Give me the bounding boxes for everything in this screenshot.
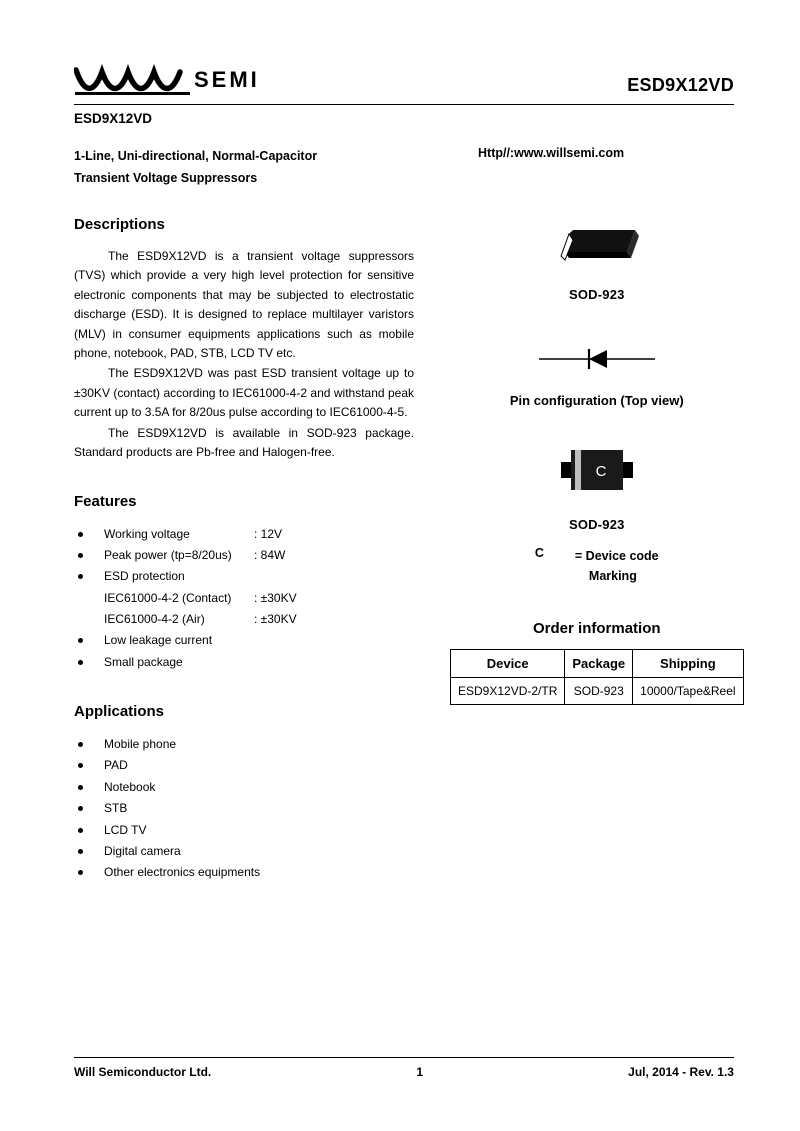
list-item [74,798,414,819]
list-item [74,820,414,841]
order-information-heading: Order information [533,620,661,637]
application-label: STB [104,801,128,816]
feature-value: : 12V [254,526,283,541]
application-label: LCD TV [104,822,147,837]
list-item [74,755,414,776]
column-header-device: Device [451,650,565,678]
bullet-icon [78,763,83,768]
cell-device: ESD9X12VD-2/TR [451,678,565,705]
footer-page-number: 1 [416,1065,424,1079]
descriptions-paragraph-3: The ESD9X12VD is available in SOD-923 package. Standard products are Pb-free and Halogen-free. [74,425,414,460]
footer-revision: Jul, 2014 - Rev. 1.3 [628,1065,734,1079]
application-label: Notebook [104,779,156,794]
left-column [74,146,414,884]
pin-configuration-block [450,346,744,408]
bullet-icon [78,574,83,579]
footer-divider [74,1057,734,1058]
list-item [74,862,414,883]
features-heading: Features [74,492,137,510]
esd-sub-name: IEC61000-4-2 (Contact) [104,590,232,605]
marking-legend [450,546,744,586]
cell-shipping: 10000/Tape&Reel [633,678,743,705]
package-caption: SOD-923 [568,287,625,302]
bullet-icon [78,828,83,833]
marking-legend-line-1: = Device code [574,549,659,563]
list-item [74,734,414,755]
application-label: Digital camera [104,843,181,858]
bullet-icon [78,532,83,537]
logo-text: SEMI [194,67,260,92]
sod-923-package-3d-icon [547,208,647,268]
bullet-icon [78,660,83,665]
right-column [414,146,744,884]
list-item [74,566,414,587]
sod-923-top-marking-icon [547,444,647,498]
sub-part-number: ESD9X12VD [74,111,153,126]
header-divider [74,104,734,105]
will-wave-logo-icon [74,64,192,98]
table-header-row [451,650,744,678]
features-list [74,524,414,588]
page-footer [74,1057,734,1079]
application-label: Mobile phone [104,737,177,752]
footer-company: Will Semiconductor Ltd. [74,1065,212,1079]
descriptions-paragraph-1: The ESD9X12VD is a transient voltage suppressors (TVS) which provide a very high level protection for sensitive electronic components that may be subjected to electrostatic discharge (ESD). It is designed to replace multilayer varistors (MLV) in consumer equipments applications such as mobile phone, notebook, PAD, STB, LCD TV etc. [74,248,414,360]
list-item [74,777,414,798]
column-header-package: Package [565,650,633,678]
cell-package: SOD-923 [565,678,633,705]
bullet-icon [78,742,83,747]
list-item [74,841,414,862]
marking-legend-line-2: Marking [588,569,637,583]
bullet-icon [78,849,83,854]
package-drawing-block [450,208,744,302]
feature-name: Peak power (tp=8/20us) [104,547,232,562]
esd-sub-item-contact [74,588,414,609]
table-row [451,678,744,705]
body-columns [74,146,734,884]
features-list-continued [74,630,414,673]
doc-title-line-2: Transient Voltage Suppressors [74,170,258,185]
applications-list [74,734,414,884]
diode-symbol-icon [537,346,657,372]
applications-heading: Applications [74,703,165,721]
marking-legend-code: C [534,546,544,560]
list-item [74,545,414,566]
list-item [74,524,414,545]
page-header [74,52,734,98]
marking-caption: SOD-923 [568,517,625,532]
column-header-shipping: Shipping [633,650,743,678]
descriptions-heading: Descriptions [74,215,165,233]
esd-sub-value: : ±30KV [254,612,297,626]
doc-title-line-1: 1-Line, Uni-directional, Normal-Capacitor [74,149,318,163]
list-item [74,652,414,673]
marking-block [450,444,744,532]
esd-sub-item-air [74,609,414,630]
feature-value: : 84W [254,547,286,562]
bullet-icon [78,785,83,790]
esd-sub-name: IEC61000-4-2 (Air) [104,612,205,626]
feature-name: ESD protection [104,569,185,584]
list-item [74,630,414,651]
bullet-icon [78,870,83,875]
application-label: PAD [104,758,128,773]
order-information-table [450,649,744,705]
esd-sub-value: : ±30KV [254,590,297,605]
feature-name: Small package [104,654,183,669]
svg-text:C: C [595,463,607,480]
feature-name: Working voltage [104,526,190,541]
descriptions-paragraph-2: The ESD9X12VD was past ESD transient voltage up to ±30KV (contact) according to IEC61000-4-2 and withstand peak current up to 3.5A for 8/20us pulse according to IEC61000-4-5. [74,366,414,420]
bullet-icon [78,806,83,811]
application-label: Other electronics equipments [104,865,261,880]
feature-name: Low leakage current [104,633,213,648]
pin-configuration-caption: Pin configuration (Top view) [509,393,684,408]
bullet-icon [78,638,83,643]
header-part-number: ESD9X12VD [627,75,734,95]
company-logo [74,64,260,98]
company-website: Http//:www.willsemi.com [478,146,625,160]
bullet-icon [78,553,83,558]
